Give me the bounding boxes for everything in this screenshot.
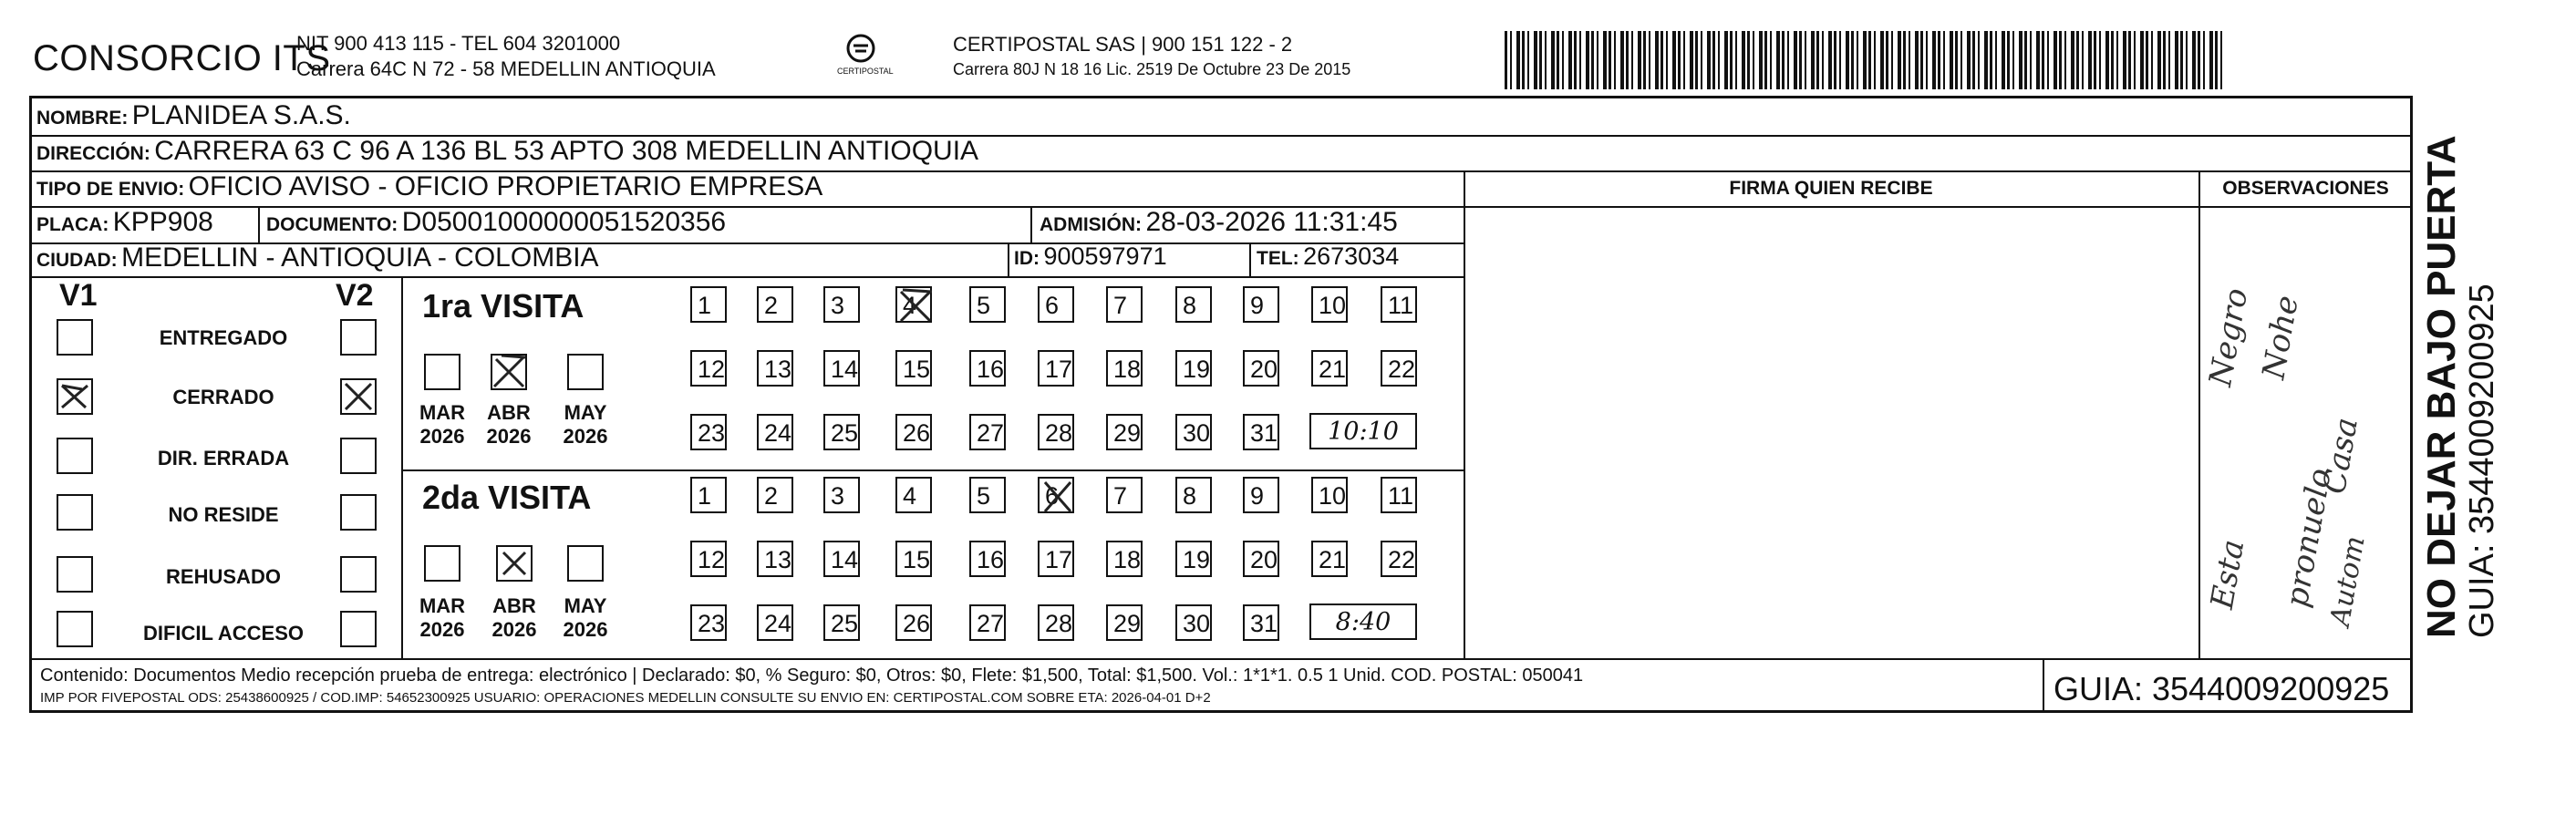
visit1-day-box[interactable]: 13 [757,350,793,387]
visit1-day-box[interactable]: 23 [690,414,727,450]
visit1-day-box[interactable]: 21 [1311,350,1348,387]
side-notice [2421,135,2501,638]
visit1-day-box[interactable]: 31 [1243,414,1279,450]
visit2-day-box[interactable]: 21 [1311,541,1348,577]
footer-guia: GUIA: 3544009200925 [2054,670,2390,707]
direccion-label: DIRECCIÓN: [36,143,150,164]
v1-rehusado-box[interactable] [57,556,93,593]
check-mark-icon [1040,479,1076,515]
ciudad-label: CIUDAD: [36,250,118,271]
visit2-day-box[interactable]: 15 [895,541,932,577]
visit1-day-box[interactable]: 15 [895,350,932,387]
visit2-day-box[interactable]: 29 [1106,604,1143,641]
id-label: ID: [1014,248,1040,269]
visit2-day-box[interactable]: 31 [1243,604,1279,641]
visit1-day-box[interactable]: 2 [757,286,793,323]
option-rehusado: REHUSADO [166,565,281,588]
visit1-day-box[interactable]: 27 [969,414,1006,450]
visit1-day-box[interactable]: 12 [690,350,727,387]
v2-no-reside-box[interactable] [340,494,377,531]
visit2-time[interactable]: 8:40 [1309,604,1417,640]
handwriting-1: Negro [2202,285,2256,389]
visit2-day-box[interactable]: 6 [1038,477,1074,513]
v1-no-reside-box[interactable] [57,494,93,531]
visit1-day-box[interactable]: 10 [1311,286,1348,323]
placa-label: PLACA: [36,214,109,235]
v2-cerrado-box[interactable] [340,378,377,415]
footer-imp-line: IMP POR FIVEPOSTAL ODS: 25438600925 / COD.IMP: 54652300925 USUARIO: OPERACIONES MEDELLIN CONSULTE SU ENVIO EN: CERTIPOSTAL.COM SOBRE ETA: 2026-04-01 D+2 [40,690,1211,706]
visit2-title: 2da VISITA [422,479,592,516]
visit2-day-box[interactable]: 25 [823,604,860,641]
visit1-day-box[interactable]: 14 [823,350,860,387]
visit2-day-box[interactable]: 23 [690,604,727,641]
tel-field [1257,242,1399,271]
ciudad-value: MEDELLIN - ANTIOQUIA - COLOMBIA [121,242,599,273]
visit2-month-may: MAY 2026 [563,594,608,641]
logo-icon [843,33,879,66]
direccion-field [36,136,978,167]
visit1-day-box[interactable]: 24 [757,414,793,450]
visit1-title: 1ra VISITA [422,287,585,325]
company-info [296,31,716,82]
placa-field [36,207,213,238]
direccion-value: CARRERA 63 C 96 A 136 BL 53 APTO 308 MEDELLIN ANTIOQUIA [154,136,979,166]
visit2-may-box[interactable] [567,545,604,582]
option-dificil-acceso: DIFICIL ACCESO [142,622,304,645]
visit2-day-box[interactable]: 19 [1175,541,1212,577]
nombre-value: PLANIDEA S.A.S. [131,100,351,130]
visit2-day-box[interactable]: 14 [823,541,860,577]
visit2-day-box[interactable]: 12 [690,541,727,577]
visit1-month-may: MAY 2026 [563,401,608,448]
option-dir-errada: DIR. ERRADA [157,447,290,469]
visit1-day-box[interactable]: 7 [1106,286,1143,323]
side-guia: GUIA: 3544009200925 [2463,284,2501,638]
visit1-day-box[interactable]: 29 [1106,414,1143,450]
option-no-reside: NO RESIDE [168,503,279,526]
visit1-time[interactable]: 10:10 [1309,413,1417,449]
visit1-day-box[interactable]: 22 [1381,350,1417,387]
visit1-day-box[interactable]: 26 [895,414,932,450]
visit2-day-box[interactable]: 8 [1175,477,1212,513]
visit1-day-box[interactable]: 30 [1175,414,1212,450]
tel-label: TEL: [1257,248,1299,269]
visit1-day-box[interactable]: 17 [1038,350,1074,387]
visit2-day-box[interactable]: 9 [1243,477,1279,513]
visit1-day-box[interactable]: 6 [1038,286,1074,323]
firma-label: FIRMA QUIEN RECIBE [1729,178,1933,199]
footer-content-line: Contenido: Documentos Medio recepción prueba de entrega: electrónico | Declarado: $0, % Seguro: $0, Otros: $0, Flete: $1,500, Total: $1,500. Vol.: 1*1*1. 0.5 1 Unid. COD. POSTAL: 050041 [40,665,1584,686]
check-mark-icon [58,380,91,413]
v1-dificil-acceso-box[interactable] [57,611,93,647]
v2-rehusado-box[interactable] [340,556,377,593]
visit2-day-box[interactable]: 1 [690,477,727,513]
ciudad-field [36,242,599,273]
v1-dir-errada-box[interactable] [57,438,93,474]
documento-value: D05001000000051520356 [401,207,727,237]
nit-line: NIT 900 413 115 - TEL 604 3201000 [296,32,621,55]
visit1-day-box[interactable]: 5 [969,286,1006,323]
visit2-day-box[interactable]: 11 [1381,477,1417,513]
handwriting-5: pronuelo [2278,465,2339,611]
id-field [1014,242,1167,271]
admision-field [1040,207,1398,238]
option-cerrado: CERRADO [172,386,274,408]
handwriting-6: Autom [2323,533,2372,629]
visit2-day-box[interactable]: 16 [969,541,1006,577]
option-entregado: ENTREGADO [159,326,288,349]
visit2-mar-box[interactable] [424,545,460,582]
visit1-day-box[interactable]: 11 [1381,286,1417,323]
tel-value: 2673034 [1303,242,1400,270]
visit1-day-box[interactable]: 8 [1175,286,1212,323]
visit2-day-box[interactable]: 30 [1175,604,1212,641]
certipostal-logo [837,33,894,76]
handwriting-4: Esta [2203,537,2252,612]
visit2-day-box[interactable]: 26 [895,604,932,641]
check-mark-icon [498,547,531,580]
visit2-day-box[interactable]: 22 [1381,541,1417,577]
admision-label: ADMISIÓN: [1040,214,1142,235]
v2-dir-errada-box[interactable] [340,438,377,474]
visit1-day-box[interactable]: 19 [1175,350,1212,387]
check-mark-icon [492,356,525,388]
visit2-month-abr: ABR 2026 [491,594,537,641]
visit2-day-box[interactable]: 24 [757,604,793,641]
handwriting-2: Nohe [2255,293,2306,382]
id-value: 900597971 [1043,242,1167,270]
tipo-label: TIPO DE ENVIO: [36,179,185,200]
visit1-day-box[interactable]: 18 [1106,350,1143,387]
visit1-day-box[interactable]: 1 [690,286,727,323]
documento-field [266,207,726,238]
barcode [1505,31,2223,89]
visit2-month-mar: MAR 2026 [419,594,466,641]
visit2-day-box[interactable]: 5 [969,477,1006,513]
visit1-day-box[interactable]: 20 [1243,350,1279,387]
handwriting-3: Casa [2316,415,2365,497]
visit2-day-box[interactable]: 20 [1243,541,1279,577]
visit1-mar-box[interactable] [424,354,460,390]
tipo-field [36,171,822,202]
certi-line1: CERTIPOSTAL SAS | 900 151 122 - 2 [953,33,1293,56]
certi-line2: Carrera 80J N 18 16 Lic. 2519 De Octubre 23 De 2015 [953,60,1351,78]
visit2-day-box[interactable]: 18 [1106,541,1143,577]
visit1-day-box[interactable]: 25 [823,414,860,450]
admision-value: 28-03-2026 11:31:45 [1145,207,1398,237]
visit1-day-box[interactable]: 4 [895,286,932,323]
v1-label: V1 [59,278,98,313]
visit1-abr-box[interactable] [491,354,527,390]
nombre-field [36,100,351,131]
visit2-day-box[interactable]: 2 [757,477,793,513]
tipo-value: OFICIO AVISO - OFICIO PROPIETARIO EMPRESA [188,171,823,201]
v2-dificil-acceso-box[interactable] [340,611,377,647]
logo-text: CERTIPOSTAL [837,67,894,76]
visit2-day-box[interactable]: 17 [1038,541,1074,577]
visit2-day-box[interactable]: 3 [823,477,860,513]
no-dejar-bajo-puerta: NO DEJAR BAJO PUERTA [2419,135,2464,638]
address-line: Carrera 64C N 72 - 58 MEDELLIN ANTIOQUIA [296,57,716,80]
v2-entregado-box[interactable] [340,319,377,356]
visit2-day-box[interactable]: 27 [969,604,1006,641]
observaciones-area [2202,219,2407,647]
placa-value: KPP908 [112,207,213,237]
company-name: CONSORCIO ITS [33,38,331,78]
visit1-day-box[interactable]: 16 [969,350,1006,387]
visit2-day-box[interactable]: 28 [1038,604,1074,641]
observaciones-label: OBSERVACIONES [2222,178,2389,199]
nombre-label: NOMBRE: [36,108,129,129]
visit1-day-box[interactable]: 9 [1243,286,1279,323]
visit2-day-box[interactable]: 4 [895,477,932,513]
visit2-day-box[interactable]: 10 [1311,477,1348,513]
v2-label: V2 [336,278,374,313]
visit1-may-box[interactable] [567,354,604,390]
visit2-day-box[interactable]: 7 [1106,477,1143,513]
certipostal-info [953,33,1350,79]
check-mark-icon [897,288,934,325]
v1-entregado-box[interactable] [57,319,93,356]
visit2-day-box[interactable]: 13 [757,541,793,577]
visit1-day-box[interactable]: 3 [823,286,860,323]
v1-cerrado-box[interactable] [57,378,93,415]
check-mark-icon [342,380,375,413]
documento-label: DOCUMENTO: [266,214,398,235]
visit1-day-box[interactable]: 28 [1038,414,1074,450]
visit1-month-mar: MAR 2026 [419,401,466,448]
visit2-abr-box[interactable] [496,545,533,582]
visit1-month-abr: ABR 2026 [486,401,532,448]
